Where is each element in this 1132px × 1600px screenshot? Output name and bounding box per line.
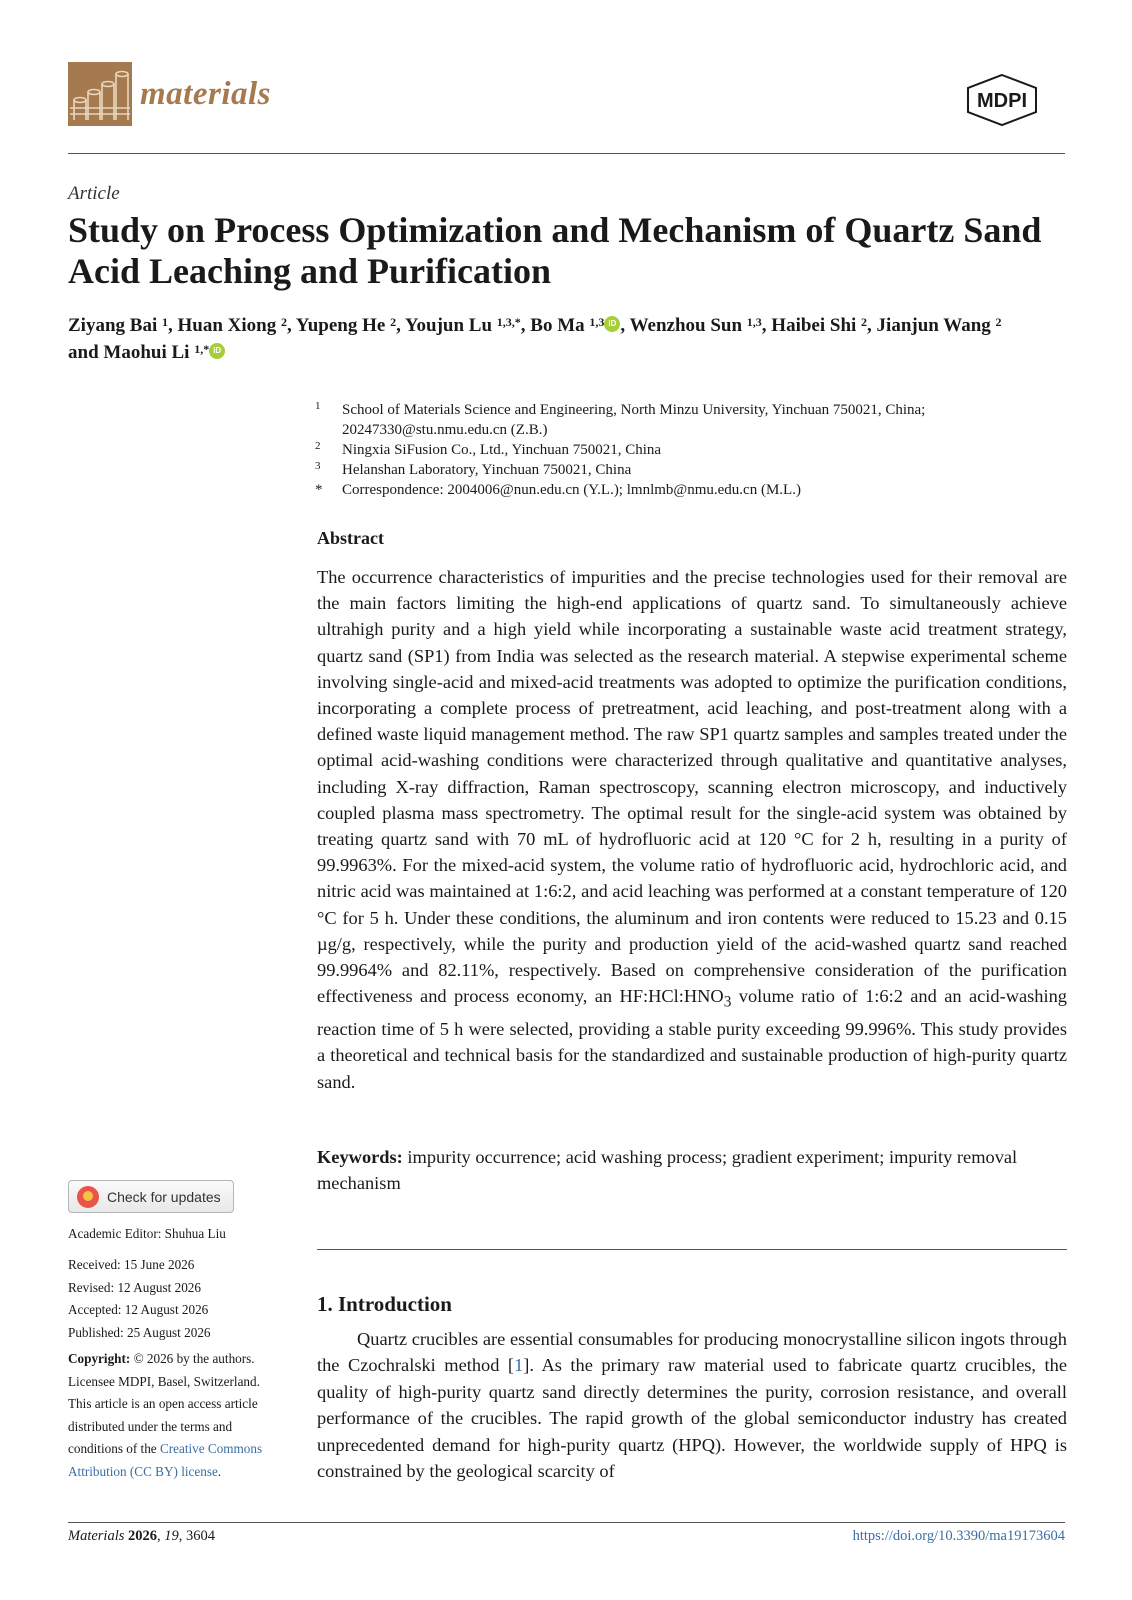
author-list	[68, 312, 1068, 366]
author-affiliation-marker: 1,3	[589, 315, 605, 329]
section-divider	[317, 1249, 1067, 1250]
author-affiliation-marker: 1,3,*	[496, 315, 521, 329]
author: Haibei Shi $^2$,	[771, 315, 877, 336]
copyright-label: Copyright:	[68, 1351, 131, 1366]
author-name[interactable]: Wenzhou Sun	[629, 315, 743, 336]
affiliation-number: 1	[315, 400, 321, 412]
section-heading-introduction: 1. Introduction	[317, 1292, 452, 1316]
author-name[interactable]: Yupeng He	[295, 315, 386, 336]
received-date: Received: 15 June 2026	[68, 1257, 195, 1272]
affiliation-item	[315, 460, 1065, 480]
affiliation-item	[315, 400, 1065, 440]
affiliation-text: Correspondence: 2004006@nun.edu.cn (Y.L.); lmnlmb@nmu.edu.cn (M.L.)	[342, 482, 801, 498]
author: Ziyang Bai $^1$,	[68, 315, 178, 336]
author-affiliation-marker: 1,*	[194, 342, 210, 356]
affiliations	[315, 400, 1065, 500]
journal-logo-icon	[68, 62, 132, 126]
introduction-paragraph: Quartz crucibles are essential consumables for producing monocrystalline silicon ingots through the Czochralski method [1]. As the primary raw material used to fabricate quartz crucibles, the quality of high-purity quartz sand directly determines the purity, corrosion resistance, and overall performance of the crucibles. The rapid growth of the global semiconductor industry has created unprecedented demand for high-purity quartz (HPQ). However, the worldwide supply of HPQ is constrained by the geological scarcity of	[317, 1329, 1067, 1482]
author-name[interactable]: Haibei Shi	[771, 315, 857, 336]
author: Wenzhou Sun $^{1,3}$,	[629, 315, 772, 336]
orcid-icon[interactable]: iD	[209, 343, 225, 359]
affiliation-text: Helanshan Laboratory, Yinchuan 750021, China	[342, 462, 632, 478]
author-affiliation-marker: 2	[390, 315, 397, 329]
author: Bo Ma $^{1,3}$ iD ,	[530, 315, 630, 336]
mdpi-logo-icon[interactable]	[962, 72, 1042, 128]
subscript: 3	[723, 993, 732, 1011]
publisher-name: MDPI	[977, 90, 1027, 112]
citation-footer: Materials 2026, 19, 3604	[68, 1528, 216, 1544]
author-affiliation-marker: 2	[280, 315, 287, 329]
affiliation-text: School of Materials Science and Engineering, North Minzu University, Yinchuan 750021, China; 20247330@stu.nmu.edu.cn (Z.B.)	[342, 402, 926, 438]
footer-volume: 19	[164, 1528, 179, 1544]
affiliation-number: *	[315, 482, 323, 498]
author-name[interactable]: Jianjun Wang	[876, 315, 991, 336]
affiliation-number: 3	[315, 460, 321, 472]
license-link-cont[interactable]: Attribution (CC BY) license	[68, 1463, 218, 1479]
journal-name: materials	[140, 75, 272, 112]
footer-journal: Materials	[68, 1528, 125, 1544]
article-title: Study on Process Optimization and Mechanism of Quartz Sand Acid Leaching and Purification	[68, 210, 1042, 291]
abstract-heading: Abstract	[317, 528, 384, 548]
affiliation-text: Ningxia SiFusion Co., Ltd., Yinchuan 750021, China	[342, 442, 662, 458]
doi-link[interactable]: https://doi.org/10.3390/ma19173604	[852, 1528, 1065, 1544]
published-date: Published: 25 August 2026	[68, 1324, 211, 1340]
header-divider	[68, 153, 1065, 154]
article-type: Article	[68, 183, 120, 204]
abstract-text: The occurrence characteristics of impurities and the precise technologies used for their removal are the main factors limiting the high-end applications of quartz sand. To simultaneously achieve ultrahigh purity and a high yield while incorporating a sustainable waste acid treatment strategy, quartz sand (SP1) from India was selected as the research material. A stepwise experimental scheme involving single-acid and mixed-acid treatments was adopted to optimize the purification conditions, incorporating a complete process of pretreatment, acid leaching, and post-treatment along with a defined waste liquid management method. The raw SP1 quartz samples and samples treated under the optimal acid-washing conditions were characterized through qualitative and quantitative analyses, including X-ray diffraction, Raman spectroscopy, scanning electron microscopy, and inductively coupled plasma mass spectrometry. The optimal result for the single-acid system was obtained by treating quartz sand with 70 mL of hydrofluoric acid at 120 °C for 2 h, resulting in a purity of 99.9963%. For the mixed-acid system, the volume ratio of hydrofluoric acid, hydrochloric acid, and nitric acid was maintained at 1:6:2, and acid leaching was performed at a constant temperature of 120 °C for 5 h. Under these conditions, the aluminum and iron contents were reduced to 15.23 and 0.15 µg/g, respectively, while the purity and production yield of the acid-washed quartz sand reached 99.9964% and 82.11%, respectively. Based on comprehensive consideration of the purification effectiveness and process economy, an $HF:HCl:HNO_3$ volume ratio of 1:6:2 and an acid-washing reaction time of 5 h were selected, providing a stable purity exceeding 99.996%. This study provides a theoretical and technical basis for the standardized and sustainable production of high-purity quartz sand.	[317, 567, 1067, 1092]
keywords	[317, 1144, 1067, 1196]
check-for-updates-button[interactable]	[68, 1180, 234, 1213]
copyright-notice: Copyright: © 2026 by the authors. Licensee MDPI, Basel, Switzerland. This article is an open access article distributed under the terms and conditions of the Creative Commons Attribution (CC BY) license.	[68, 1351, 263, 1479]
author-name[interactable]: Bo Ma	[530, 315, 585, 336]
author: Youjun Lu $^{1,3,*}$,	[404, 315, 531, 336]
affiliation-item	[315, 440, 1065, 460]
footer-year: 2026	[128, 1528, 158, 1544]
keywords-text: impurity occurrence; acid washing process; gradient experiment; impurity removal mechanism	[317, 1147, 1018, 1194]
author-name[interactable]: Ziyang Bai	[68, 315, 158, 336]
check-updates-label: Check for updates	[107, 1188, 221, 1205]
author-name[interactable]: Youjun Lu	[404, 315, 493, 336]
keywords-label: Keywords:	[317, 1147, 403, 1167]
publication-dates	[68, 1254, 211, 1344]
author-affiliation-marker: 2	[861, 315, 868, 329]
affiliation-number: 2	[315, 440, 321, 452]
author: Huan Xiong $^2$,	[177, 315, 296, 336]
orcid-icon[interactable]: iD	[604, 316, 620, 332]
author: Yupeng He $^2$,	[295, 315, 405, 336]
author-affiliation-marker: 1	[161, 315, 168, 329]
accepted-date: Accepted: 12 August 2026	[68, 1302, 209, 1318]
author-affiliation-marker: 2	[995, 315, 1002, 329]
affiliation-item	[315, 480, 1065, 500]
footer-article-no: , 3604	[178, 1528, 216, 1544]
footer-divider	[68, 1522, 1065, 1523]
author	[877, 315, 1002, 336]
academic-editor: Academic Editor: Shuhua Liu	[68, 1226, 226, 1241]
check-updates-icon	[77, 1186, 99, 1208]
revised-date: Revised: 12 August 2026	[68, 1279, 201, 1295]
citation-link[interactable]: 1	[514, 1355, 524, 1376]
author-name[interactable]: Huan Xiong	[177, 315, 277, 336]
author-affiliation-marker: 1,3	[746, 315, 762, 329]
license-link[interactable]: Creative Commons	[159, 1441, 263, 1457]
journal-logo[interactable]	[68, 62, 271, 126]
author	[68, 342, 225, 363]
author-name[interactable]: and Maohui Li	[68, 342, 190, 363]
